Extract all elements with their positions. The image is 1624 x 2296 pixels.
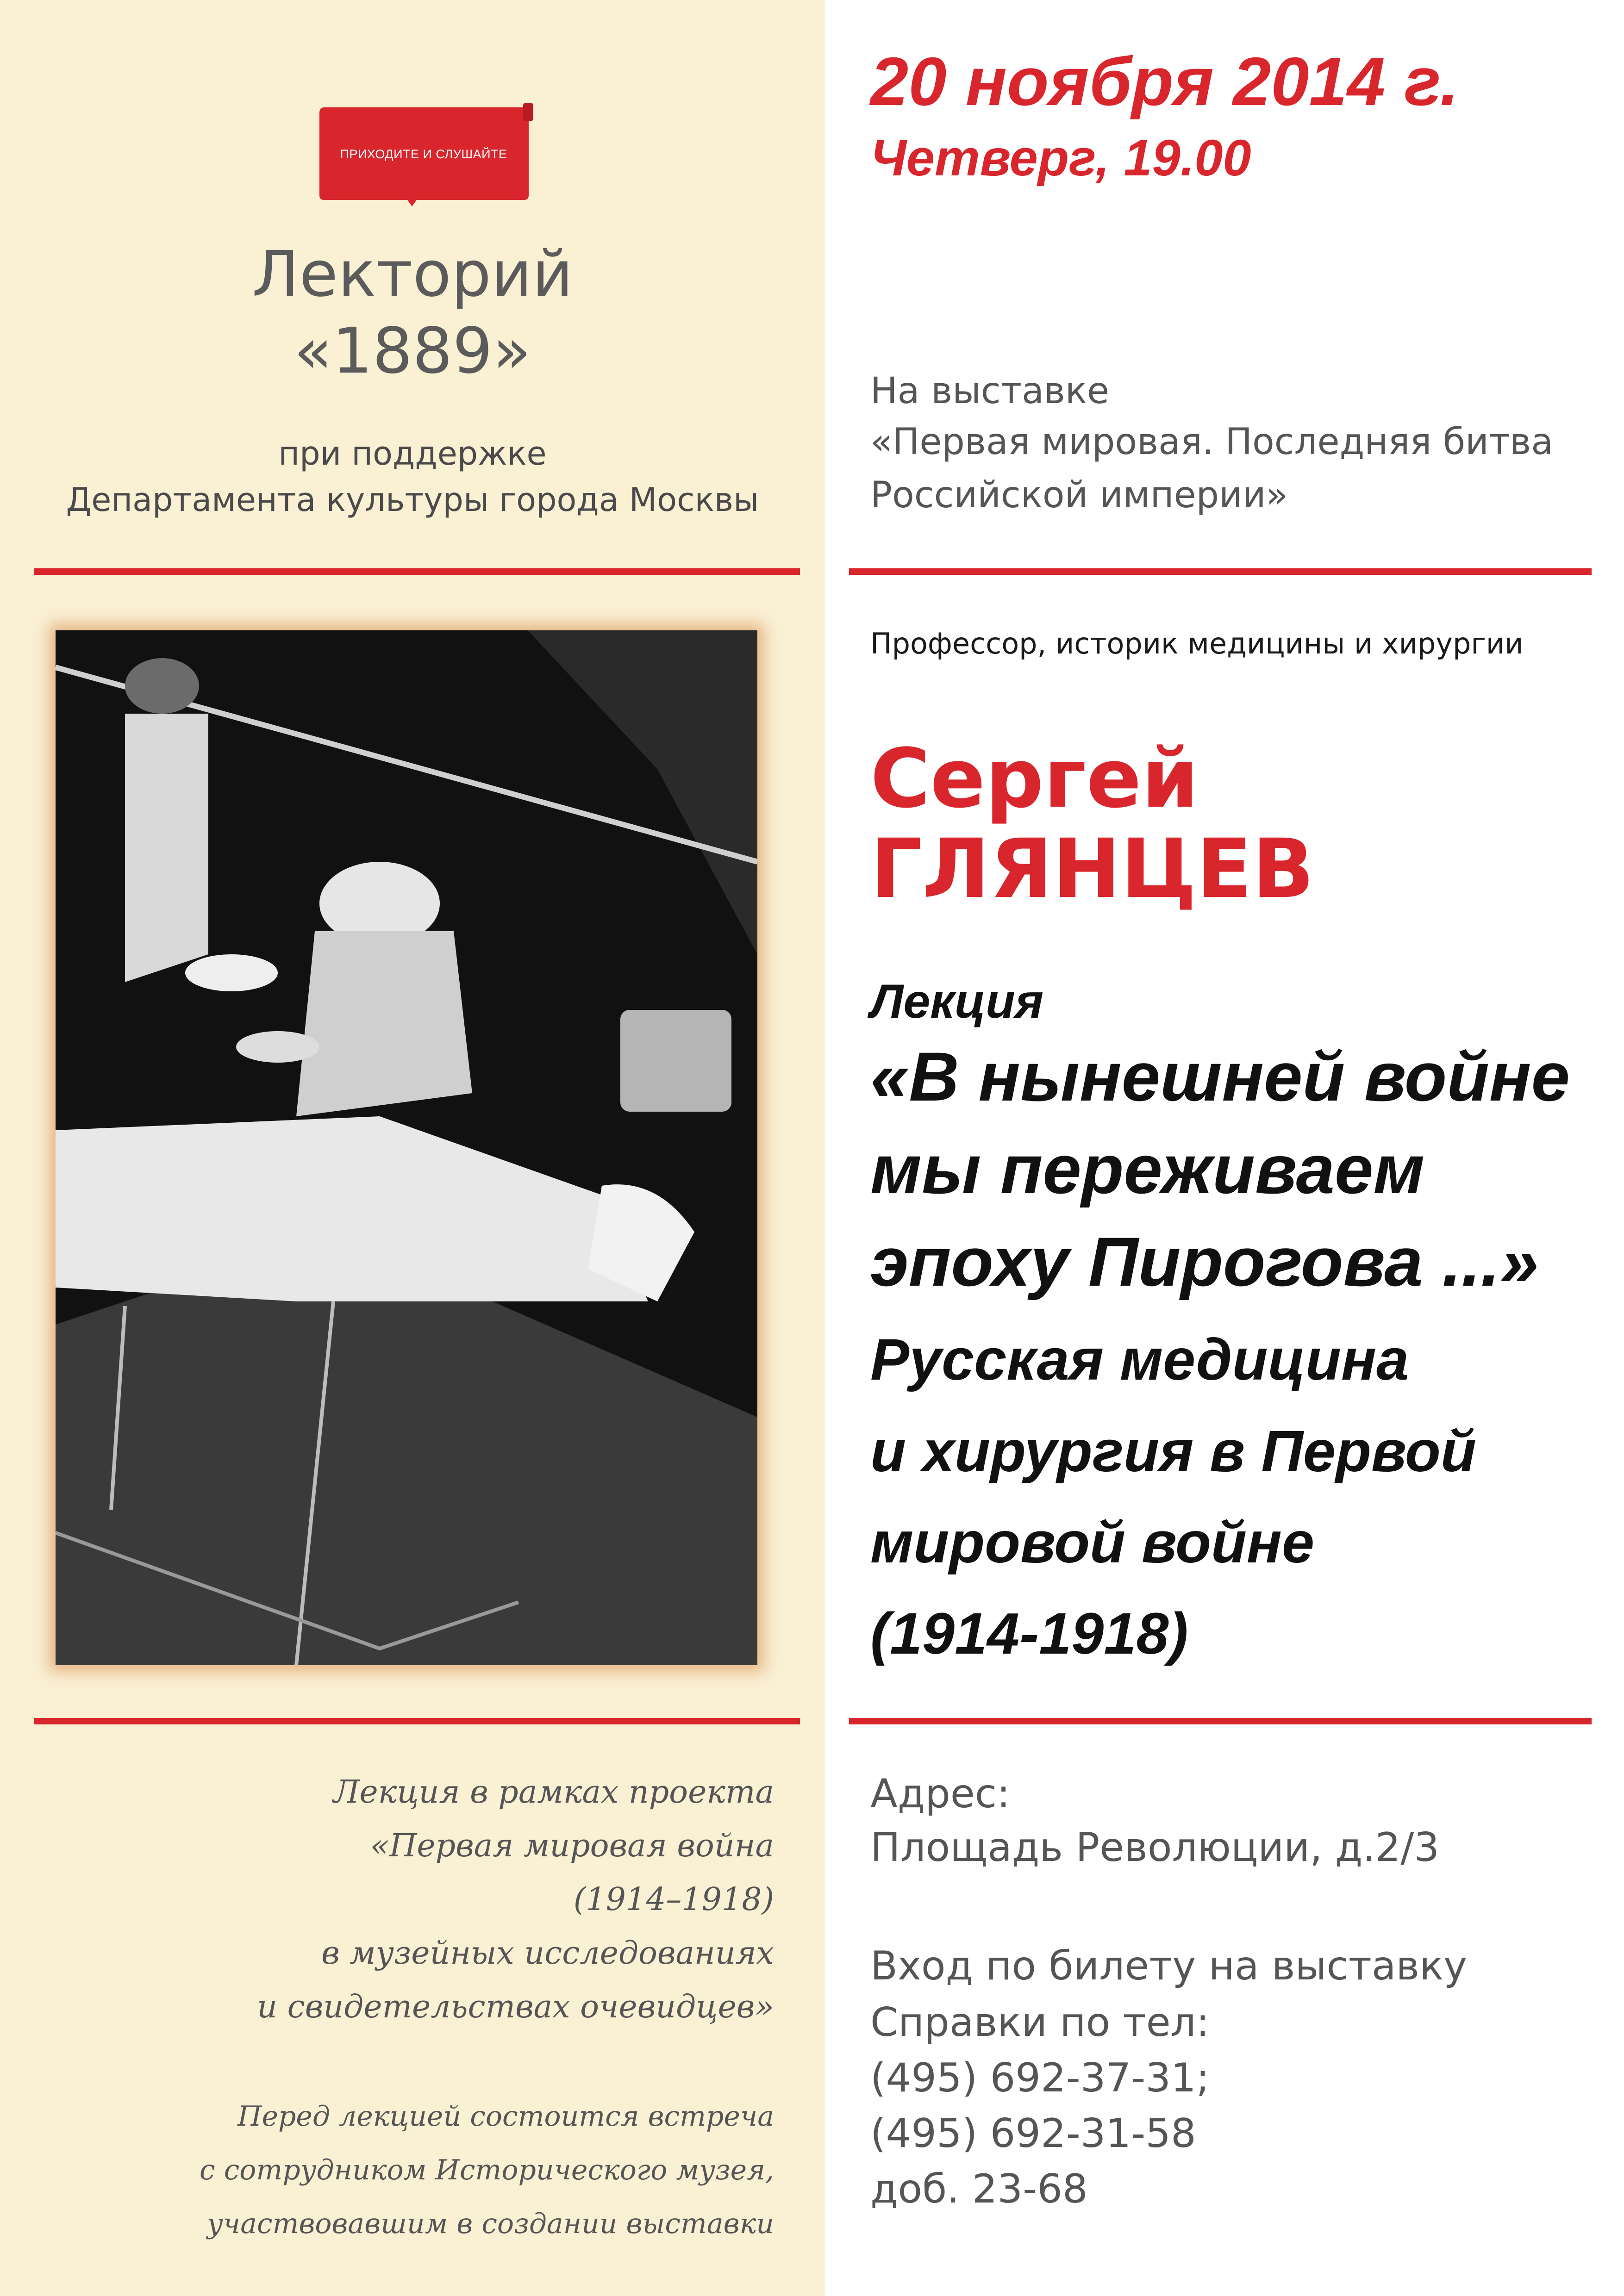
divider-right-top [849, 568, 1592, 575]
phone-2: (495) 692-31-58 [870, 2110, 1196, 2157]
lecture-title-line-2: мы переживаем [870, 1130, 1425, 1208]
brand-name: Лекторий [252, 238, 573, 311]
surgery-photo [56, 630, 757, 1665]
entry-info: Вход по билету на выставку [870, 1943, 1468, 1989]
project-line-1: Лекция в рамках проекта [333, 1774, 774, 1811]
project-line-3: (1914–1918) [573, 1881, 774, 1918]
meeting-line-2: с сотрудником Исторического музея, [200, 2154, 774, 2186]
project-line-5: и свидетельствах очевидцев» [257, 1989, 774, 2025]
address-label: Адрес: [870, 1771, 1011, 1817]
lecture-subtitle-line-2: и хирургия в Первой [870, 1419, 1476, 1484]
speaker-title: Профессор, историк медицины и хирургии [870, 627, 1524, 660]
phone-label: Справки по тел: [870, 1999, 1210, 2046]
brand-number: «1889» [294, 315, 531, 388]
lecture-subtitle-line-4: (1914-1918) [870, 1601, 1188, 1666]
event-time: Четверг, 19.00 [870, 130, 1251, 187]
event-date: 20 ноября 2014 г. [870, 44, 1459, 120]
project-line-2: «Первая мировая война [370, 1828, 774, 1864]
project-line-4: в музейных исследованиях [321, 1935, 774, 1972]
speaker-first-name: Сергей [870, 731, 1199, 826]
phone-1: (495) 692-37-31; [870, 2055, 1210, 2101]
exhibition-line-1: На выставке [870, 370, 1109, 412]
support-line-1: при поддержке [278, 435, 547, 473]
project-note [257, 1766, 774, 2034]
lecture-label: Лекция [870, 975, 1043, 1028]
address-value: Площадь Революции, д.2/3 [870, 1824, 1440, 1871]
meeting-note [200, 2090, 774, 2251]
support-line-2: Департамента культуры города Москвы [66, 481, 759, 519]
divider-right-bottom [849, 1718, 1592, 1724]
divider-left-bottom [34, 1718, 800, 1724]
lecture-title-line-1: «В нынешней войне [870, 1038, 1570, 1115]
phone-extension: доб. 23-68 [870, 2166, 1088, 2212]
exhibition-line-3: Российской империи» [870, 474, 1288, 516]
lecture-title-line-3: эпоху Пирогова ...» [870, 1223, 1539, 1300]
meeting-line-1: Перед лекцией состоится встреча [237, 2100, 774, 2133]
meeting-line-3: участвовавшим в создании выставки [207, 2208, 774, 2240]
lecture-subtitle-line-1: Русская медицина [870, 1327, 1409, 1392]
exhibition-line-2: «Первая мировая. Последняя битва [870, 421, 1554, 463]
divider-left-top [34, 568, 800, 575]
lecture-subtitle-line-3: мировой войне [870, 1510, 1315, 1575]
speaker-last-name: ГЛЯНЦЕВ [870, 821, 1314, 916]
banner-text: ПРИХОДИТЕ И СЛУШАЙТЕ [340, 147, 507, 161]
